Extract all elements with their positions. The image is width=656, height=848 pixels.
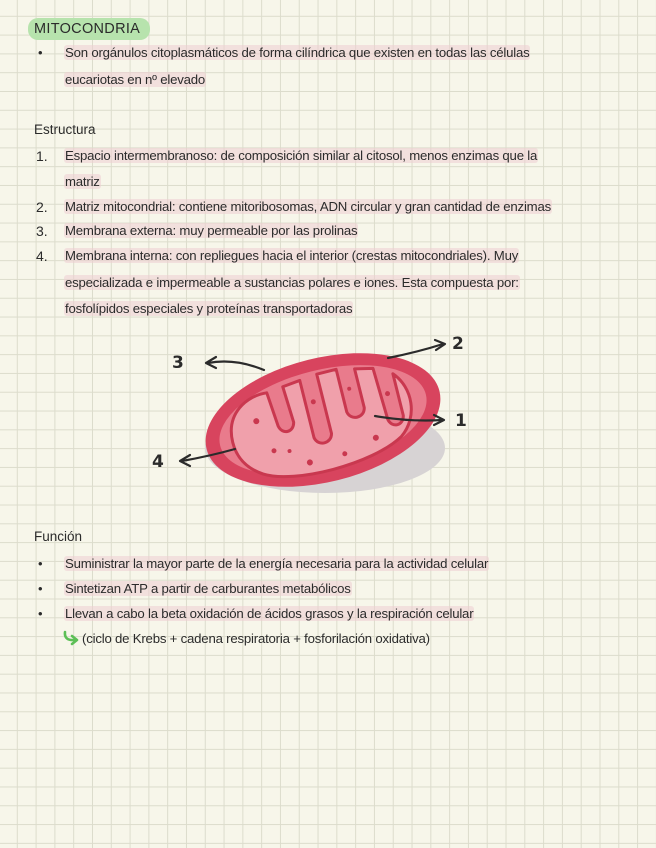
intro-line-1: Son orgánulos citoplasmáticos de forma cilíndrica que existen en todas las células xyxy=(65,45,530,60)
funcion-bullet: • xyxy=(38,581,43,596)
item-line: especializada e impermeable a sustancias polares e iones. Esta compuesta por: xyxy=(65,275,519,290)
item-line: Espacio intermembranoso: de composición similar al citosol, menos enzimas que la xyxy=(65,148,538,163)
item-number: 2. xyxy=(36,199,48,215)
item-line: Membrana interna: con repliegues hacia el interior (crestas mitocondriales). Muy xyxy=(65,248,519,263)
item-number: 1. xyxy=(36,148,48,164)
funcion-item: Sintetizan ATP a partir de carburantes metabólicos xyxy=(65,581,351,596)
item-number: 4. xyxy=(36,248,48,264)
item-line: Membrana externa: muy permeable por las prolinas xyxy=(65,223,358,238)
page-title: MITOCONDRIA xyxy=(28,18,150,40)
item-line: matriz xyxy=(65,174,100,189)
funcion-item: Llevan a cabo la beta oxidación de ácidos grasos y la respiración celular xyxy=(65,606,474,621)
funcion-sub: (ciclo de Krebs + cadena respiratoria + fosforilación oxidativa) xyxy=(82,631,430,646)
estructura-heading: Estructura xyxy=(34,122,96,137)
funcion-bullet: • xyxy=(38,606,43,621)
label-4: 4 xyxy=(152,452,164,472)
item-line: fosfolípidos especiales y proteínas transportadoras xyxy=(65,301,353,316)
hook-arrow-icon xyxy=(62,631,80,645)
funcion-item: Suministrar la mayor parte de la energía necesaria para la actividad celular xyxy=(65,556,489,571)
arrow-2 xyxy=(388,344,443,358)
funcion-bullet: • xyxy=(38,556,43,571)
funcion-heading: Función xyxy=(34,529,83,544)
item-number: 3. xyxy=(36,223,48,239)
mitochondria-illustration xyxy=(152,330,490,510)
label-2: 2 xyxy=(452,334,464,354)
intro-line-2: eucariotas en nº elevado xyxy=(65,72,206,87)
label-1: 1 xyxy=(455,411,467,431)
intro-bullet: • xyxy=(38,45,43,60)
item-line: Matriz mitocondrial: contiene mitoribosomas, ADN circular y gran cantidad de enzimas xyxy=(65,199,551,214)
label-3: 3 xyxy=(172,353,184,373)
